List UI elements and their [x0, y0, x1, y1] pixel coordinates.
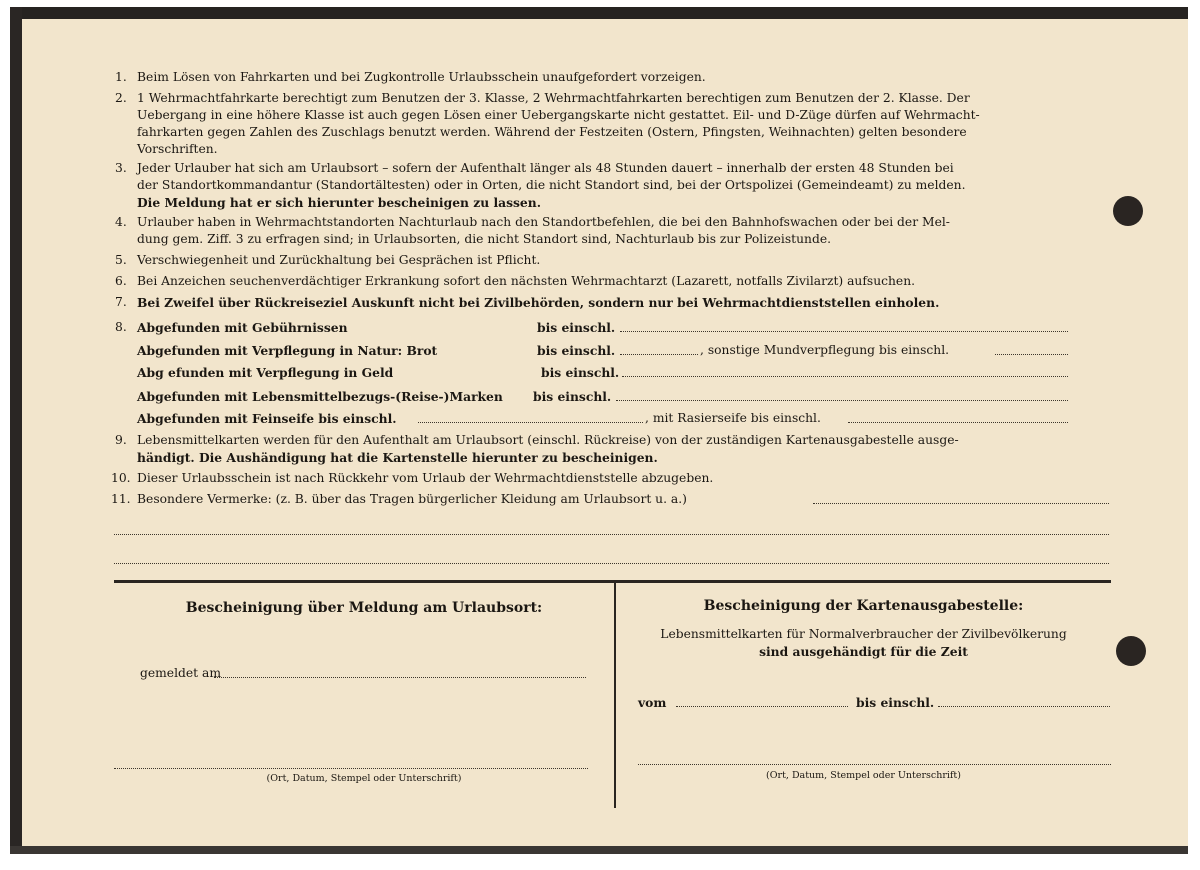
left-signature-field[interactable] [114, 768, 588, 769]
left-box-caption: (Ort, Datum, Stempel oder Unterschrift) [266, 773, 462, 784]
gemeldet-field[interactable] [214, 677, 586, 678]
punch-hole-upper [1113, 196, 1143, 226]
item-8-bis-1: bis einschl. [537, 320, 616, 335]
vom-field[interactable] [676, 706, 848, 707]
item-11-field-2[interactable] [114, 534, 1109, 535]
item-8-field-1[interactable] [620, 331, 1068, 332]
item-8-bis-2: bis einschl. [537, 343, 616, 358]
item-8-field-2a[interactable] [620, 354, 698, 355]
right-box-heading: Bescheinigung der Kartenausgabestelle: [703, 598, 1024, 614]
item-8-field-4[interactable] [616, 400, 1068, 401]
gemeldet-label: gemeldet am [140, 666, 222, 680]
box-top-rule [114, 580, 1111, 583]
item-8-bis-3: bis einschl. [541, 365, 620, 380]
item-8-rasier: , mit Rasierseife bis einschl. [645, 411, 821, 425]
left-box-heading: Bescheinigung über Meldung am Urlaubsort: [185, 600, 543, 616]
item-8-field-5b[interactable] [848, 422, 1068, 423]
scan-shadow-left [10, 7, 22, 852]
item-8-bis-4: bis einschl. [533, 389, 612, 404]
item-8-field-3[interactable] [622, 376, 1068, 377]
scan-shadow-bottom [10, 846, 1188, 854]
vom-label: vom [638, 695, 667, 710]
right-signature-field[interactable] [638, 764, 1111, 765]
right-box-line-2: sind ausgehändigt für die Zeit [759, 644, 968, 659]
bis-einschl-field[interactable] [938, 706, 1110, 707]
item-8-field-5a[interactable] [418, 422, 643, 423]
item-11-field-3[interactable] [114, 563, 1109, 564]
item-11-field-1[interactable] [813, 503, 1109, 504]
right-box-caption: (Ort, Datum, Stempel oder Unterschrift) [766, 770, 961, 781]
item-8-field-2b[interactable] [995, 354, 1068, 355]
bis-einschl-label: bis einschl. [856, 695, 935, 710]
punch-hole-lower [1116, 636, 1146, 666]
right-box-line-1: Lebensmittelkarten für Normalverbraucher der Zivilbevölkerung [660, 627, 1067, 641]
item-8-mund: , sonstige Mundverpflegung bis einschl. [700, 343, 950, 357]
